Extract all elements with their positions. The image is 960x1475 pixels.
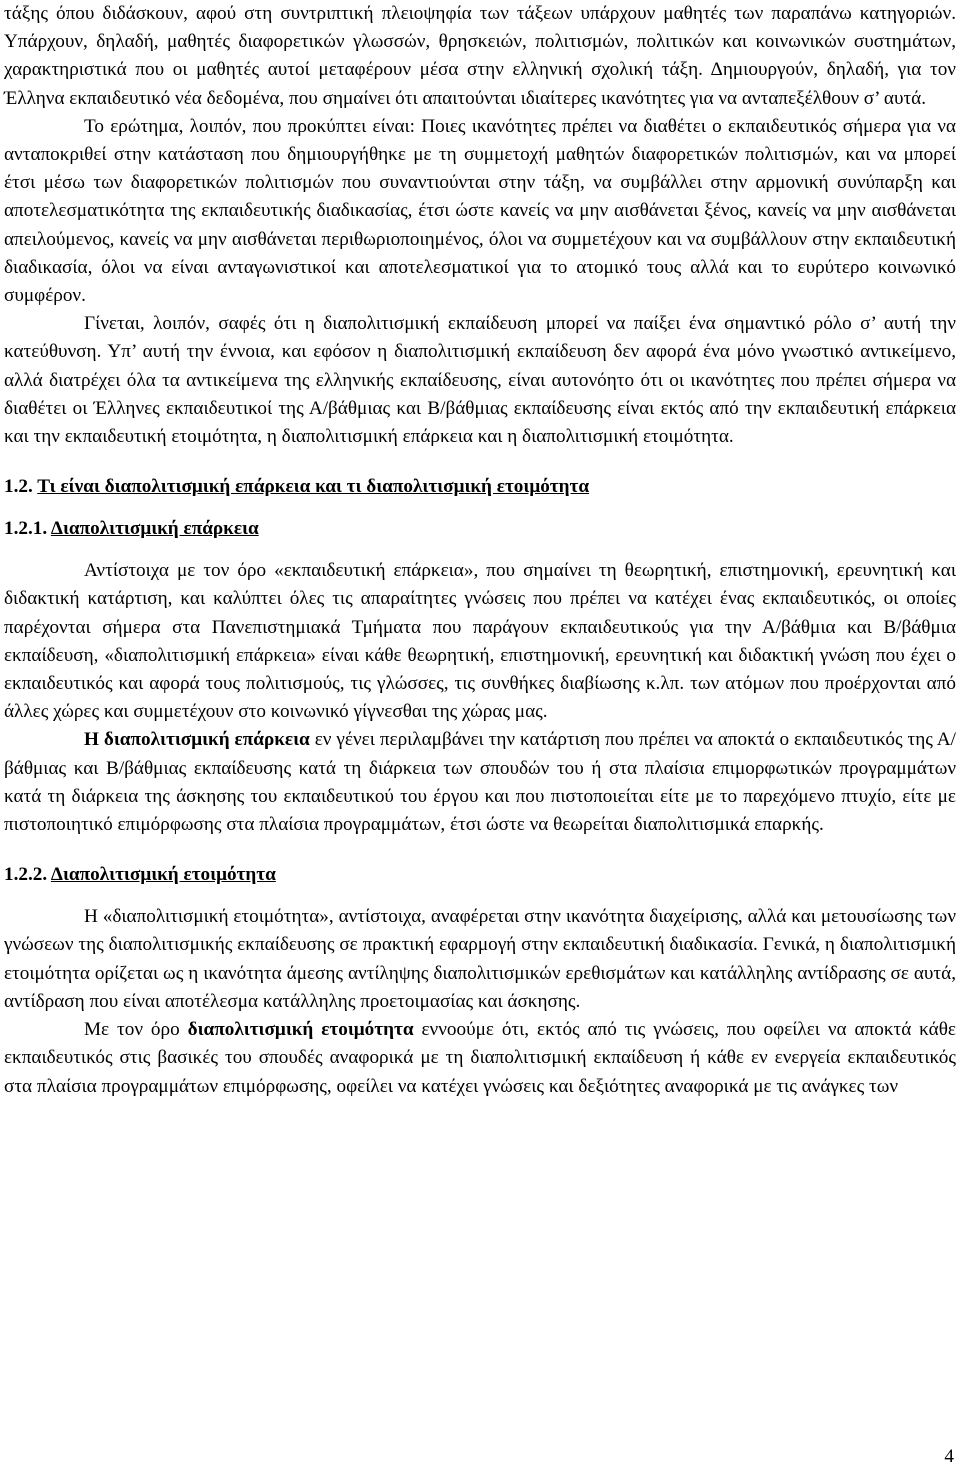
paragraph-question: Το ερώτημα, λοιπόν, που προκύπτει είναι: Ποιες ικανότητες πρέπει να διαθέτει ο εκπαιδευτικός σήμερα για να ανταποκριθεί στην κατάσταση που δημιουργήθηκε με τη συμμετοχή μαθητών διαφορετικών πολιτισμών, και να μπορεί έτσι μέσω των διαφορετικών πολιτισμών που συναντιούνται στην τάξη, να συμβάλλει στην αρμονική συνύπαρξη και αποτελεσματικότητα της εκπαιδευτικής διαδικασίας, έτσι ώστε κανείς να μην αισθάνεται ξένος, κανείς να μην αισθάνεται απειλούμενος, κανείς να μην αισθάνεται περιθωριοποιημένος, όλοι να συμμετέχουν και να συμβάλλουν στην εκπαιδευτική διαδικασία, όλοι να είναι ανταγωνιστικοί και αποτελεσματικοί για το ατομικό τους αλλά και το ευρύτερο κοινωνικό συμφέρον. (4, 115, 956, 307)
bold-term: διαπολιτισμική ετοιμότητα (187, 1019, 414, 1041)
paragraph-intercultural-role: Γίνεται, λοιπόν, σαφές ότι η διαπολιτισμική εκπαίδευση μπορεί να παίξει ένα σημαντικό ρόλο σ’ αυτή την κατεύθυνση. Υπ’ αυτή την έννοια, και εφόσον η διαπολιτισμική εκπαίδευση δεν αφορά ένα μόνο γνωστικό αντικείμενο, αλλά διατρέχει όλα τα αντικείμενα της ελληνικής εκπαίδευσης, είναι αυτονόητο ότι οι ικανότητες που πρέπει σήμερα να διαθέτει οι Έλληνες εκπαιδευτικοί της Α/βάθμιας και Β/βάθμιας εκπαίδευσης είναι εκτός από την εκπαιδευτική επάρκεια και την εκπαιδευτική ετοιμότητα, η διαπολιτισμική επάρκεια και η διαπολιτισμική ετοιμότητα. (4, 313, 956, 448)
section-heading-1-2-2 (4, 861, 956, 889)
paragraph-readiness-definition: Η «διαπολιτισμική ετοιμότητα», αντίστοιχα, αναφέρεται στην ικανότητα διαχείρισης, αλλά και μετουσίωσης των γνώσεων της διαπολιτισμικής εκπαίδευσης σε πρακτική εφαρμογή στην εκπαιδευτική διαδικασία. Γενικά, η διαπολιτισμική ετοιμότητα ορίζεται ως η ικανότητα άμεσης αντίληψης διαπολιτισμικών ερεθισμάτων και κατάλληλης αντίδρασης σε αυτά, αντίδραση που είναι αποτέλεσμα κατάλληλης προετοιμασίας και άσκησης. (4, 906, 956, 1012)
paragraph-text: εν γένει περιλαμβάνει την κατάρτιση που πρέπει να αποκτά ο εκπαιδευτικός της Α/βάθμιας και Β/βάθμιας εκπαίδευσης κατά τη διάρκεια των σπουδών του ή στα πλαίσια επιμορφωτικών προγραμμάτων κατά τη διάρκεια της άσκησης του εκπαιδευτικού του έργου και που πιστοποιείται είτε με το παρεχόμενο πτυχίο, είτε με πιστοποιητικό επιμόρφωσης στα πλαίσια προγραμμάτων, έτσι ώστε να θεωρείται διαπολιτισμικά επαρκής. (4, 729, 956, 836)
bold-term: Η διαπολιτισμική επάρκεια (84, 729, 310, 751)
section-title: Τι είναι διαπολιτισμική επάρκεια και τι διαπολιτισμική ετοιμότητα (37, 476, 590, 498)
paragraph-text: Με τον όρο (84, 1019, 188, 1041)
paragraph-intro-continuation: τάξης όπου διδάσκουν, αφού στη συντριπτική πλειοψηφία των τάξεων υπάρχουν μαθητές των παραπάνω κατηγοριών. Υπάρχουν, δηλαδή, μαθητές διαφορετικών γλωσσών, θρησκειών, πολιτισμών, πολιτικών και κοινωνικών συστημάτων, χαρακτηριστικά που οι μαθητές αυτοί μεταφέρουν μέσα στην ελληνική σχολική τάξη. Δημιουργούν, δηλαδή, για τον Έλληνα εκπαιδευτικό νέα δεδομένα, που σημαίνει ότι απαιτούνται ιδιαίτερες ικανότητες για να ανταπεξέλθουν σ’ αυτά. (4, 3, 956, 109)
paragraph-competence-scope (4, 726, 956, 839)
document-page (4, 0, 956, 1101)
paragraph-competence-definition: Αντίστοιχα με τον όρο «εκπαιδευτική επάρκεια», που σημαίνει τη θεωρητική, επιστημονική, ερευνητική και διδακτική κατάρτιση, και καλύπτει όλες τις απαραίτητες γνώσεις που πρέπει να κατέχει ένας εκπαιδευτικός, οι οποίες παρέχονται σήμερα στα Πανεπιστημιακά Τμήματα που παράγουν εκπαιδευτικούς για την Α/βάθμια και Β/βάθμια εκπαίδευση, «διαπολιτισμική επάρκεια» είναι κάθε θεωρητική, επιστημονική, ερευνητική και διδακτική γνώση που έχει ο εκπαιδευτικός και αφορά τους πολιτισμούς, τις γλώσσες, τις συνθήκες διαβίωσης κ.λπ. των ατόμων που προέρχονται από άλλες χώρες και συμμετέχουν στο κοινωνικό γίγνεσθαι της χώρας μας. (4, 560, 956, 723)
page-number: 4 (944, 1446, 954, 1467)
section-number: 1.2.1. (4, 518, 48, 540)
section-heading-1-2 (4, 473, 956, 501)
section-title: Διαπολιτισμική επάρκεια (50, 518, 259, 540)
paragraph-text: εννοούμε ότι, εκτός από τις γνώσεις, που οφείλει να αποκτά κάθε εκπαιδευτικός στις βασικές του σπουδές αναφορικά με τη διαπολιτισμική εκπαίδευση ή κάθε εν ενεργεία εκπαιδευτικός στα πλαίσια προγραμμάτων επιμόρφωσης, οφείλει να κατέχει γνώσεις και δεξιότητες αναφορικά με τις ανάγκες των (4, 1019, 956, 1097)
section-heading-1-2-1 (4, 515, 956, 543)
section-number: 1.2.2. (4, 864, 48, 886)
paragraph-readiness-scope (4, 1016, 956, 1101)
section-number: 1.2. (4, 476, 33, 498)
section-title: Διαπολιτισμική ετοιμότητα (50, 864, 276, 886)
